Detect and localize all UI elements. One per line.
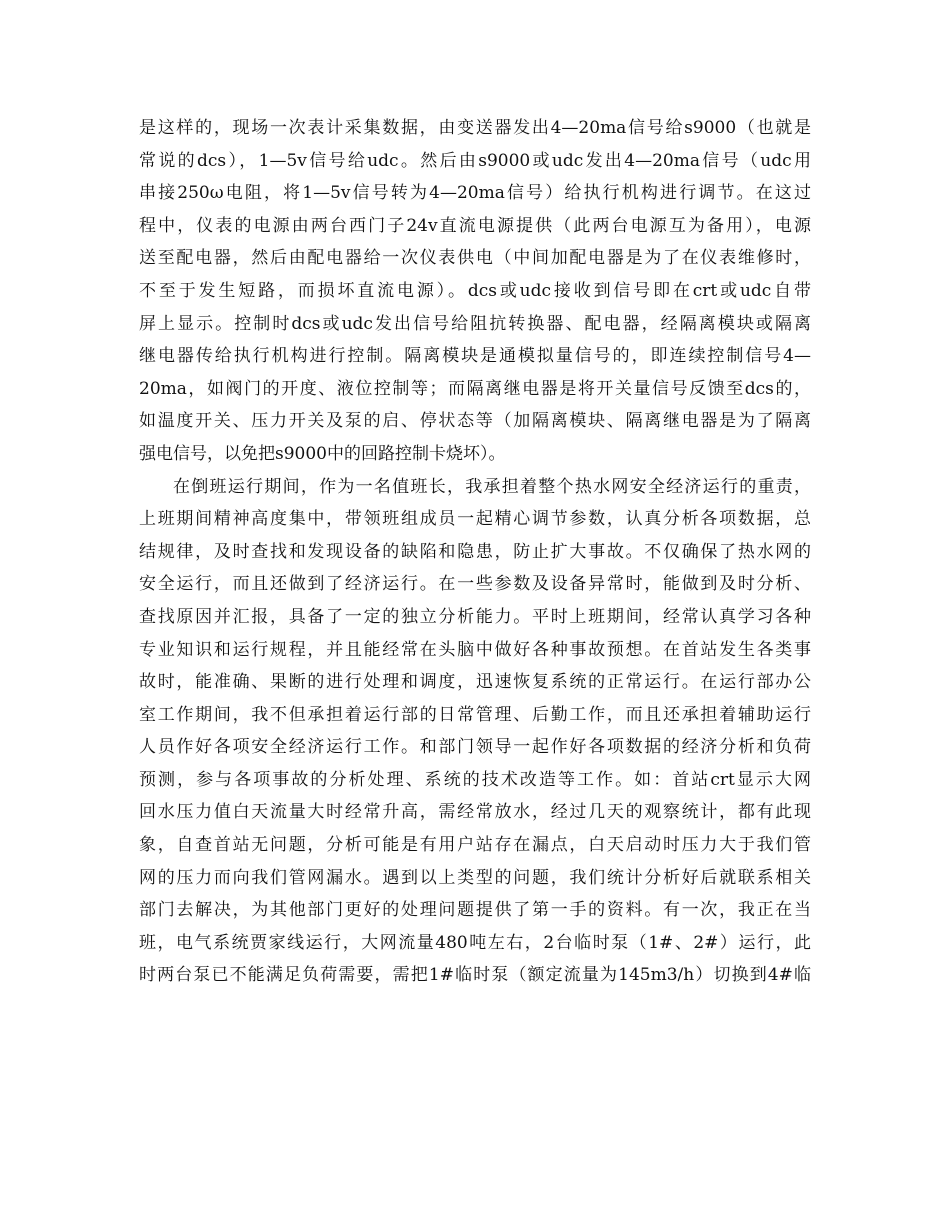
- text-line: 专业知识和运行规程，并且能经常在头脑中做好各种事故预想。在首站发生各类事: [139, 639, 811, 660]
- text-line: 预测，参与各项事故的分析处理、系统的技术改造等工作。如：首站crt显示大网: [139, 769, 811, 790]
- text-line: 象，自查首站无问题，分析可能是有用户站存在漏点，白天启动时压力大于我们管: [139, 835, 811, 856]
- text-line: 故时，能准确、果断的进行处理和调度，迅速恢复系统的正常运行。在运行部办公: [139, 672, 811, 693]
- text-line: 20ma，如阀门的开度、液位控制等；而隔离继电器是将开关量信号反馈至dcs的，: [139, 378, 811, 399]
- text-line: 程中，仪表的电源由两台西门子24v直流电源提供（此两台电源互为备用），电源: [139, 215, 811, 236]
- text-line: 室工作期间，我不但承担着运行部的日常管理、后勤工作，而且还承担着辅助运行: [139, 704, 811, 725]
- text-line: 班，电气系统贾家线运行，大网流量480吨左右，2台临时泵（1#、2#）运行，此: [139, 932, 811, 953]
- text-line: 查找原因并汇报，具备了一定的独立分析能力。平时上班期间，经常认真学习各种: [139, 606, 811, 627]
- text-line: 部门去解决，为其他部门更好的处理问题提供了第一手的资料。有一次，我正在当: [139, 900, 811, 921]
- text-line: 串接250ω电阻，将1—5v信号转为4—20ma信号）给执行机构进行调节。在这过: [139, 183, 811, 204]
- text-line: 常说的dcs），1—5v信号给udc。然后由s9000或udc发出4—20ma信号（udc用: [139, 150, 811, 171]
- text-line: 如温度开关、压力开关及泵的启、停状态等（加隔离模块、隔离继电器是为了隔离: [139, 411, 811, 432]
- text-line: 网的压力而向我们管网漏水。遇到以上类型的问题，我们统计分析好后就联系相关: [139, 867, 811, 888]
- text-line: 屏上显示。控制时dcs或udc发出信号给阻抗转换器、配电器，经隔离模块或隔离: [139, 313, 811, 334]
- paragraph-2: [139, 471, 811, 993]
- document-body: [139, 112, 811, 992]
- text-line: 人员作好各项安全经济运行工作。和部门领导一起作好各项数据的经济分析和负荷: [139, 737, 811, 758]
- text-line: 回水压力值白天流量大时经常升高，需经常放水，经过几天的观察统计，都有此现: [139, 802, 811, 823]
- text-line: 安全运行，而且还做到了经济运行。在一些参数及设备异常时，能做到及时分析、: [139, 574, 811, 595]
- text-line: 送至配电器，然后由配电器给一次仪表供电（中间加配电器是为了在仪表维修时，: [139, 248, 811, 269]
- text-line: 上班期间精神高度集中，带领班组成员一起精心调节参数，认真分析各项数据，总: [139, 509, 811, 530]
- text-line: 继电器传给执行机构进行控制。隔离模块是通模拟量信号的，即连续控制信号4—: [139, 346, 811, 367]
- text-line: 在倒班运行期间，作为一名值班长，我承担着整个热水网安全经济运行的重责，: [173, 476, 811, 497]
- paragraph-1: [139, 112, 811, 471]
- text-line: 时两台泵已不能满足负荷需要，需把1#临时泵（额定流量为145m3/h）切换到4#临: [139, 965, 811, 986]
- text-line: 结规律，及时查找和发现设备的缺陷和隐患，防止扩大事故。不仅确保了热水网的: [139, 541, 811, 562]
- text-line: 强电信号，以免把s9000中的回路控制卡烧坏）。: [139, 443, 506, 464]
- text-line: 不至于发生短路，而损坏直流电源）。dcs或udc接收到信号即在crt或udc自带: [139, 280, 811, 301]
- text-line: 是这样的，现场一次表计采集数据，由变送器发出4—20ma信号给s9000（也就是: [139, 118, 811, 138]
